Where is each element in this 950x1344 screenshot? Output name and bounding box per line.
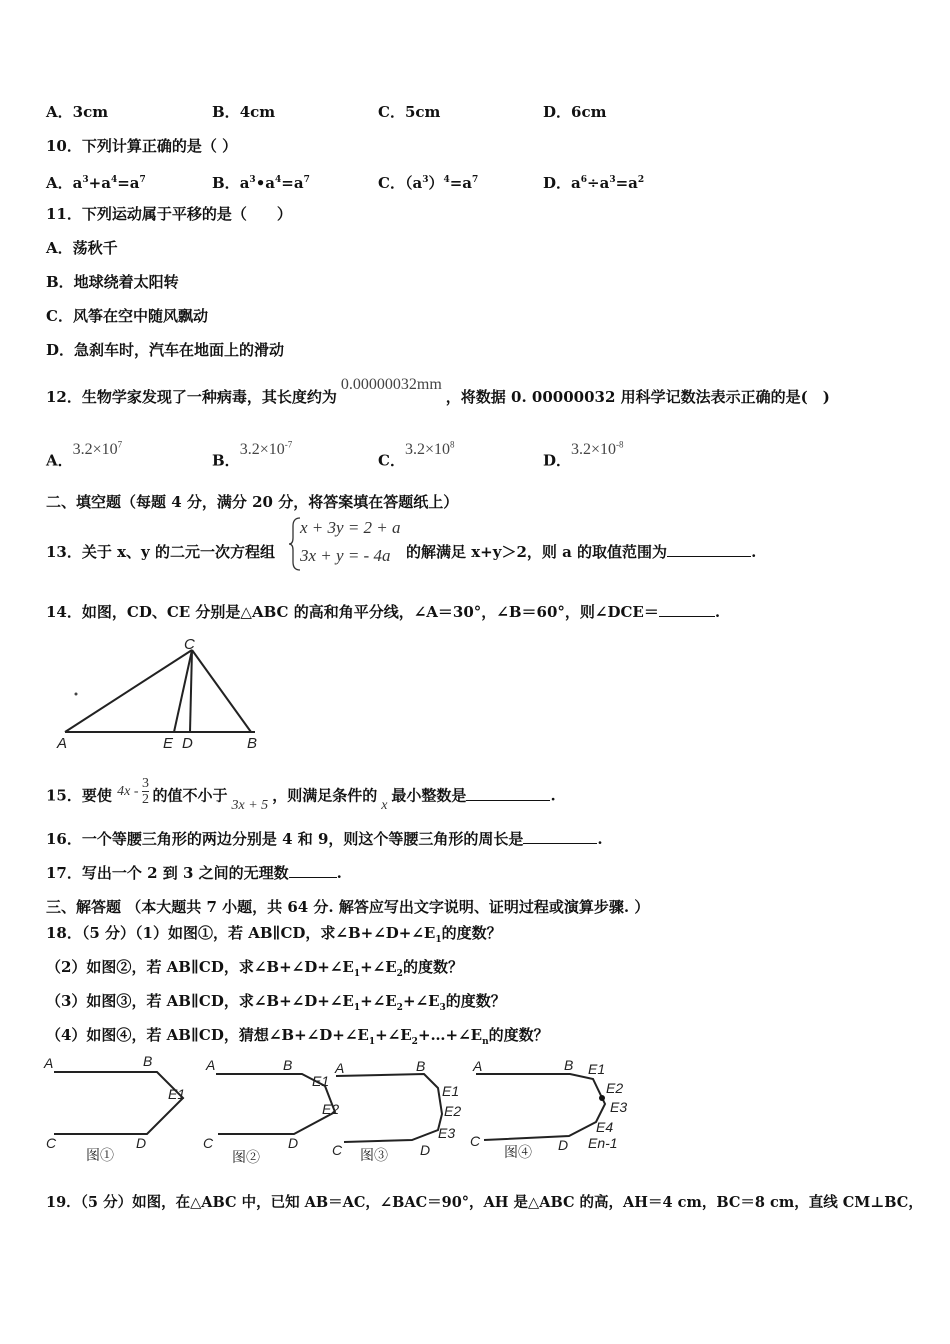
- q15-expr2: 3x + 5: [231, 797, 269, 813]
- fig4-label-e3: E3: [610, 1099, 628, 1115]
- subscript: 2: [396, 969, 403, 979]
- q13-stem-a: 13．关于 x、y 的二元一次方程组: [46, 543, 275, 561]
- option-expr: [571, 441, 624, 458]
- expr-base: 3.2×10: [239, 441, 285, 459]
- fig3-label-e2: E2: [444, 1103, 462, 1119]
- option-key: D．: [543, 174, 572, 192]
- fraction-denominator: 2: [142, 792, 149, 807]
- expr-base: 3.2×10: [404, 441, 450, 459]
- option-key: C．: [378, 174, 405, 192]
- q9-option-c: [378, 102, 440, 122]
- q10-option-a: [46, 170, 146, 193]
- fig2-caption: 图②: [232, 1149, 260, 1165]
- option-key: B．: [212, 451, 240, 470]
- fig1-caption: 图①: [86, 1147, 114, 1163]
- q18-text: +∠E: [375, 1026, 412, 1044]
- expr-part: a: [239, 174, 250, 192]
- subscript: n: [482, 1037, 489, 1047]
- q10-stem: 10．下列计算正确的是（ ）: [46, 137, 238, 155]
- fig2-label-b: B: [283, 1057, 293, 1073]
- expr-part: ÷a: [587, 174, 610, 192]
- subscript: 1: [353, 969, 361, 979]
- expr-part: a: [571, 174, 581, 192]
- exponent: -7: [284, 440, 293, 450]
- q15-text: 的值不小于: [152, 786, 228, 805]
- option-key: D．: [543, 103, 572, 121]
- label-a: A: [57, 735, 68, 752]
- q11-option-a: A．荡秋千: [46, 239, 118, 257]
- option-key: C．: [378, 103, 405, 121]
- fig4-label-b: B: [564, 1057, 574, 1073]
- figure3-path: [336, 1074, 442, 1142]
- option-expr: [405, 441, 455, 458]
- triangle-figure: [55, 635, 275, 755]
- option-key: C．: [378, 451, 405, 470]
- expr-part: =a: [281, 174, 304, 192]
- fig2-label-e1: E1: [312, 1073, 330, 1089]
- q18-figures: [40, 1052, 650, 1172]
- expr-base: 3.2×10: [571, 441, 617, 459]
- q18-text: （3）如图③，若 AB∥CD，求∠B+∠D+∠E: [46, 992, 354, 1010]
- answer-blank[interactable]: [667, 556, 751, 557]
- label-e: E: [163, 735, 174, 752]
- fig4-label-d: D: [558, 1137, 569, 1153]
- fig4-label-a: A: [473, 1058, 483, 1074]
- q12-stem-part: ，将数据 0. 00000032 用科学记数法表示正确的是( ): [445, 388, 830, 406]
- option-key: A．: [46, 174, 73, 192]
- option-expr: [73, 441, 123, 458]
- expr-part: a: [72, 174, 83, 192]
- subscript: 2: [411, 1037, 418, 1047]
- expr-part: +a: [88, 174, 111, 192]
- section2-heading: 二、填空题（每题 4 分，满分 20 分，将答案填在答题纸上）: [46, 493, 459, 511]
- q11-option-c: C．风筝在空中随风飘动: [46, 307, 208, 325]
- q15-text: 15．要使: [46, 786, 112, 805]
- figure4-path: [476, 1074, 605, 1140]
- exponent: 8: [449, 440, 455, 450]
- q15-var: x: [381, 797, 388, 813]
- answer-blank[interactable]: [523, 843, 597, 844]
- option-text: 5cm: [404, 103, 441, 121]
- fig3-caption: 图③: [360, 1147, 388, 1163]
- expr-part: =a: [117, 174, 140, 192]
- fig3-label-e3: E3: [438, 1125, 456, 1141]
- fig1-label-a: A: [44, 1055, 54, 1071]
- q18-text: 18．（5 分）（1）如图①，若 AB∥CD，求∠B+∠D+∠E: [46, 924, 436, 942]
- fig2-label-d: D: [288, 1135, 299, 1151]
- section3-heading: 三、解答题 （本大题共 7 小题，共 64 分. 解答应写出文字说明、证明过程或演算步骤. ）: [46, 898, 650, 916]
- fig1-label-e1: E1: [168, 1086, 186, 1102]
- expr-part: ）: [428, 174, 444, 192]
- label-b: B: [247, 735, 258, 752]
- q13-stem-text: 的解满足 x+y＞2，则 a 的取值范围为: [406, 543, 668, 561]
- expr-part: =a: [449, 174, 473, 192]
- answer-blank[interactable]: [466, 800, 550, 801]
- option-key: B．: [212, 174, 240, 192]
- exponent: 4: [110, 175, 118, 185]
- fraction: [142, 776, 149, 807]
- exponent: 7: [472, 175, 479, 185]
- figure1-path: [54, 1072, 186, 1134]
- answer-blank[interactable]: [289, 877, 337, 878]
- fig4-label-e4: E4: [596, 1119, 614, 1135]
- q18-part3: [46, 991, 506, 1018]
- q14-stem: 14．如图，CD、CE 分别是△ABC 的高和角平分线，∠A＝30°，∠B＝60°，则∠DCE＝ .: [46, 603, 721, 621]
- option-expr: [240, 441, 293, 458]
- exponent: 4: [275, 175, 282, 185]
- q9-option-a: [46, 102, 108, 122]
- q17-text: 17．写出一个 2 到 3 之间的无理数: [46, 864, 289, 882]
- fig2-label-a: A: [206, 1057, 216, 1073]
- q13-eq2: 3x + y = - 4a: [300, 546, 391, 565]
- subscript: 1: [368, 1037, 376, 1047]
- fraction-numerator: 3: [142, 776, 149, 791]
- q15-expr1: [117, 776, 152, 807]
- fig1-label-c: C: [46, 1135, 57, 1151]
- q18-text: +∠E: [402, 992, 440, 1010]
- subscript: 1: [435, 935, 442, 945]
- q18-part4: [46, 1025, 549, 1052]
- option-key: A．: [46, 451, 73, 470]
- q12-option-d: [543, 440, 624, 471]
- q12-option-c: [378, 440, 455, 471]
- q18-text: 的度数？: [488, 1026, 549, 1044]
- expr-part: •a: [255, 174, 275, 192]
- subscript: 1: [353, 1003, 361, 1013]
- exponent: 3: [82, 175, 89, 185]
- option-key: A．: [46, 103, 73, 121]
- q14-stem-text: 14．如图，CD、CE 分别是△ABC 的高和角平分线，∠A＝30°，∠B＝60°，则∠DCE＝: [46, 603, 659, 621]
- q18-text: （4）如图④，若 AB∥CD，猜想∠B+∠D+∠E: [46, 1026, 369, 1044]
- fig4-label-e2: E2: [606, 1080, 624, 1096]
- q12-length: 0.00000032mm: [340, 376, 442, 393]
- exponent: 7: [117, 440, 123, 450]
- fig1-label-b: B: [143, 1053, 153, 1069]
- expr-part: 4x -: [117, 783, 139, 799]
- q12-option-b: [212, 440, 293, 471]
- q16: 16．一个等腰三角形的两边分别是 4 和 9，则这个等腰三角形的周长是 .: [46, 830, 603, 848]
- q17: 17．写出一个 2 到 3 之间的无理数 .: [46, 864, 342, 882]
- q18-text: 的度数？: [445, 992, 506, 1010]
- fig4-label-en1: En-1: [588, 1135, 618, 1151]
- q11-stem: 11．下列运动属于平移的是（ ）: [46, 205, 292, 223]
- fig4-label-e1: E1: [588, 1061, 606, 1077]
- fig2-label-e2: E2: [322, 1101, 340, 1117]
- q18-text: 的度数？: [441, 924, 502, 942]
- q15-text: ，则满足条件的: [272, 786, 378, 805]
- option-text: 3cm: [72, 103, 109, 121]
- q9-option-d: [543, 102, 606, 122]
- exponent: 7: [303, 175, 310, 185]
- exponent: -8: [616, 440, 624, 450]
- q18-text: 的度数？: [402, 958, 463, 976]
- exponent: 6: [580, 175, 588, 185]
- q15-text: 最小整数是: [391, 786, 467, 805]
- q16-text: 16．一个等腰三角形的两边分别是 4 和 9，则这个等腰三角形的周长是: [46, 830, 524, 848]
- q10-option-d: [543, 170, 644, 193]
- exponent: 3: [249, 175, 256, 185]
- q19: 19．（5 分）如图，在△ABC 中，已知 AB＝AC，∠BAC＝90°，AH 是△ABC 的高，AH＝4 cm，BC＝8 cm，直线 CM⊥BC，: [46, 1194, 923, 1211]
- fig1-label-d: D: [136, 1135, 147, 1151]
- stray-dot: [75, 693, 78, 696]
- option-text: 4cm: [239, 103, 276, 121]
- q18-text: +∠E: [360, 958, 397, 976]
- q12-stem: [46, 376, 830, 408]
- q11-option-b: B．地球绕着太阳转: [46, 273, 179, 291]
- q18-text: （2）如图②，若 AB∥CD，求∠B+∠D+∠E: [46, 958, 354, 976]
- q13-stem-b: 的解满足 x+y＞2，则 a 的取值范围为 .: [406, 543, 757, 561]
- q12-stem-part: 12．生物学家发现了一种病毒，其长度约为: [46, 388, 337, 406]
- exponent: 4: [443, 175, 450, 185]
- option-key: B．: [212, 103, 240, 121]
- side-ac: [65, 650, 192, 732]
- q12-option-a: [46, 440, 123, 471]
- expr-part: =a: [615, 174, 638, 192]
- fig2-label-c: C: [203, 1135, 214, 1151]
- q18-text: +∠E: [360, 992, 397, 1010]
- exponent: 3: [609, 175, 616, 185]
- label-d: D: [182, 735, 193, 752]
- figure4-dot: [599, 1095, 605, 1101]
- label-c: C: [184, 636, 195, 653]
- fig3-label-c: C: [332, 1142, 343, 1158]
- fig3-label-e1: E1: [442, 1083, 460, 1099]
- exponent: 2: [637, 175, 645, 185]
- fig3-label-b: B: [416, 1058, 426, 1074]
- side-bc: [192, 650, 251, 732]
- fig3-label-d: D: [420, 1142, 431, 1158]
- q11-option-d: D．急刹车时，汽车在地面上的滑动: [46, 341, 285, 359]
- expr-part: （a: [404, 174, 423, 192]
- q10-option-b: [212, 170, 310, 193]
- fig4-caption: 图④: [504, 1144, 532, 1160]
- q15-line: 15．要使 4x - $\frac{3}{2}$ 的值不小于3x + 5，则满足条件的x最小整数是 .: [46, 776, 556, 813]
- answer-blank[interactable]: [659, 616, 715, 617]
- option-text: 6cm: [571, 103, 607, 121]
- q18-part1: [46, 923, 502, 950]
- fig3-label-a: A: [335, 1060, 345, 1076]
- exponent: 3: [422, 175, 429, 185]
- option-key: D．: [543, 451, 572, 470]
- fig4-label-c: C: [470, 1133, 481, 1149]
- q13-eq1: x + 3y = 2 + a: [300, 518, 401, 537]
- q10-option-c: [378, 170, 478, 193]
- q18-part2: [46, 957, 463, 984]
- q18-text: +…+∠E: [417, 1026, 483, 1044]
- exponent: 7: [139, 175, 146, 185]
- subscript: 2: [396, 1003, 403, 1013]
- expr-base: 3.2×10: [72, 441, 118, 459]
- subscript: 3: [439, 1003, 446, 1013]
- q9-option-b: [212, 102, 275, 122]
